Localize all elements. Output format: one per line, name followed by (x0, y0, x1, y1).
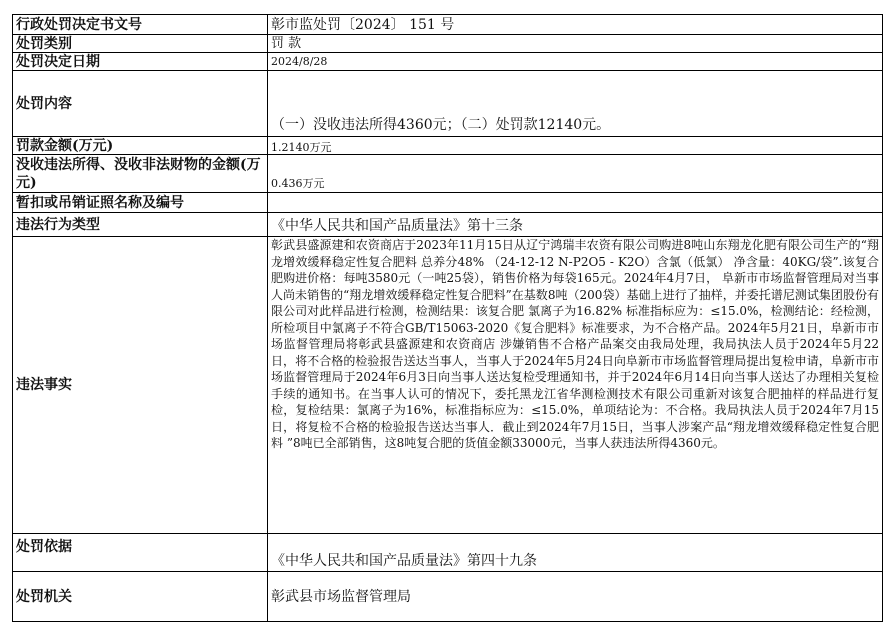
violation-type-value: 《中华人民共和国产品质量法》第十三条 (268, 213, 883, 237)
decision-no-value: 彰市监处罚〔2024〕 151 号 (268, 15, 883, 35)
row-authority (13, 572, 883, 622)
basis-value: 《中华人民共和国产品质量法》第四十九条 (268, 534, 883, 572)
facts-value: 彰武县盛源建和农资商店于2023年11月15日从辽宁鸿瑞丰农资有限公司购进8吨山东翔龙化肥有限公司生产的“翔龙增效缓释稳定性复合肥料 总养分48% （24-12-12 N-P2O5 - K2O）含氯（低氯） 净含量：40KG/袋”.该复合肥购进价格：每吨3580元（一吨25袋），销售价格为每袋165元。2024年4月7日， 阜新市市场监督管理局对当事人尚未销售的“翔龙增效缓释稳定性复合肥料”在基数8吨（200袋）基础上进行了抽样，并委托谱尼测试集团股份有限公司对此样品进行检测，检测结果：该复合肥 氯离子为16.82% 标准指标应为：≤15.0%，检测结论：经检测，所检项目中氯离子不符合GB/T15063-2020《复合肥料》标准要求，为不合格产品。2024年5月21日，阜新市市场监督管理局将彰武县盛源建和农资商店 涉嫌销售不合格产品案交由我局处理，我局执法人员于2024年5月22日，将不合格的检验报告送达当事人，当事人于2024年5月24日向阜新市市场监督管理局提出复检申请，阜新市市场监督管理局于2024年6月3日向当事人送达复检受理通知书，并于2024年6月14日向当事人送达了办理相关复检手续的通知书。在当事人认可的情况下，委托黑龙江省华测检测技术有限公司重新对该复合肥抽样的样品进行复检，复检结果：氯离子为16%，标准指标应为：≤15.0%，单项结论为：不合格。我局执法人员于2024年7月15日，将复检不合格的检验报告送达当事人．截止到2024年7月15日，当事人涉案产品“翔龙增效缓释稳定性复合肥料 ”8吨已全部销售，这8吨复合肥的货值金额33000元，当事人获违法所得4360元。 (268, 237, 883, 534)
row-decision-date (13, 53, 883, 71)
authority-value: 彰武县市场监督管理局 (268, 572, 883, 622)
row-license (13, 193, 883, 213)
category-label: 处罚类别 (13, 35, 268, 53)
category-value: 罚 款 (268, 35, 883, 53)
authority-label: 处罚机关 (13, 572, 268, 622)
row-content (13, 71, 883, 137)
row-facts (13, 237, 883, 534)
row-basis (13, 534, 883, 572)
decision-date-value: 2024/8/28 (268, 53, 883, 71)
row-fine-amount (13, 137, 883, 155)
violation-type-label: 违法行为类型 (13, 213, 268, 237)
decision-date-label: 处罚决定日期 (13, 53, 268, 71)
license-label: 暂扣或吊销证照名称及编号 (13, 193, 268, 213)
penalty-record-table (12, 14, 883, 622)
confiscation-value: 0.436万元 (268, 155, 883, 193)
decision-no-label: 行政处罚决定书文号 (13, 15, 268, 35)
content-value: （一）没收违法所得4360元；（二）处罚款12140元。 (268, 71, 883, 137)
license-value (268, 193, 883, 213)
content-label: 处罚内容 (13, 71, 268, 137)
row-confiscation (13, 155, 883, 193)
row-violation-type (13, 213, 883, 237)
row-decision-no (13, 15, 883, 35)
facts-label: 违法事实 (13, 237, 268, 534)
fine-amount-label: 罚款金额(万元) (13, 137, 268, 155)
fine-amount-value: 1.2140万元 (268, 137, 883, 155)
row-category (13, 35, 883, 53)
confiscation-label: 没收违法所得、没收非法财物的金额(万元) (13, 155, 268, 193)
basis-label: 处罚依据 (13, 534, 268, 572)
